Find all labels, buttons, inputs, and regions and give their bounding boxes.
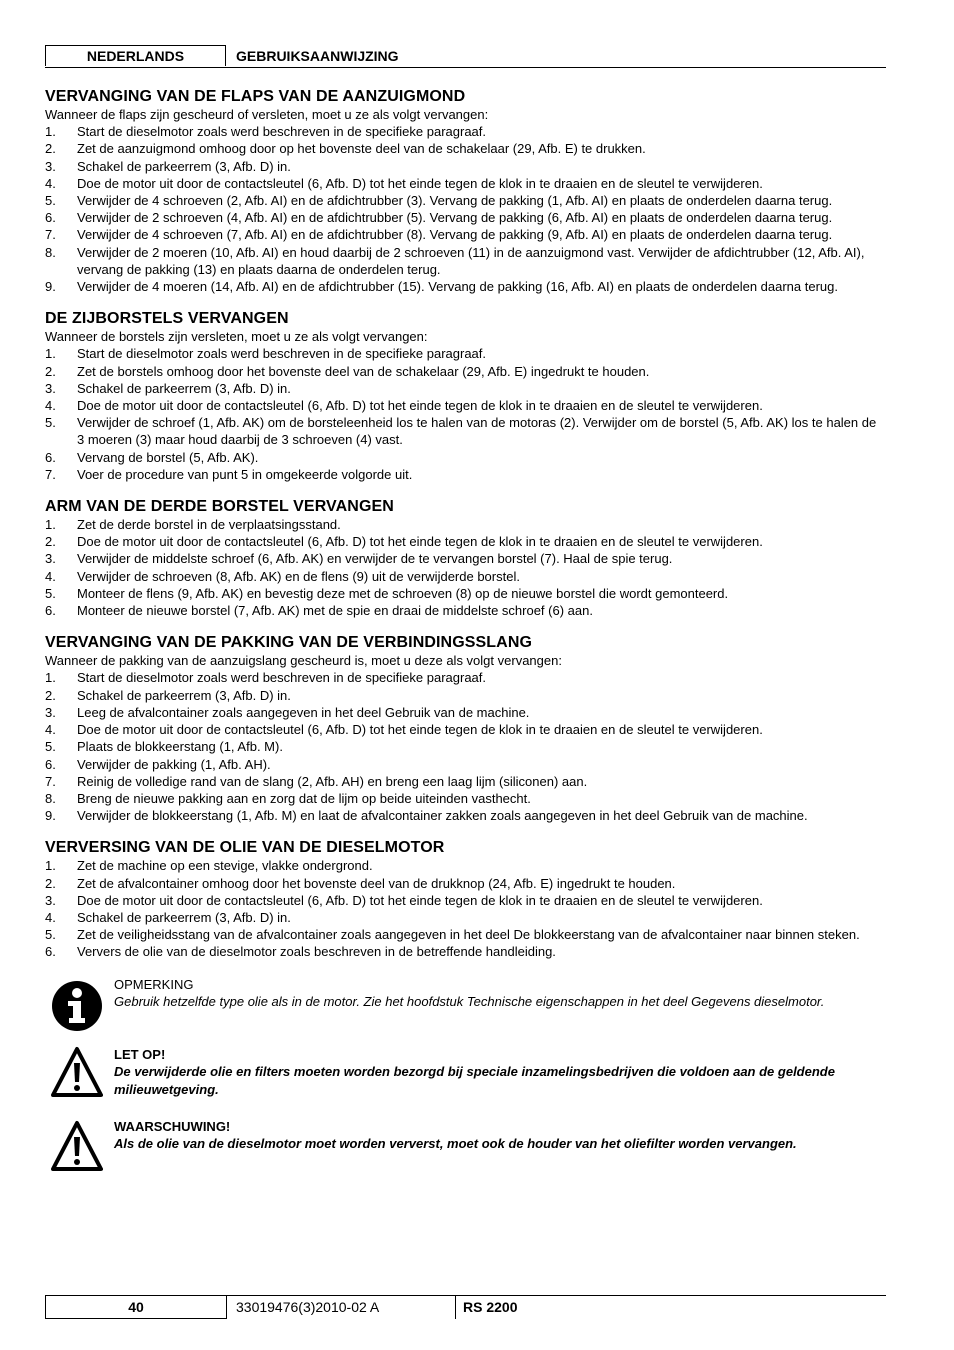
warning-text: Als de olie van de dieselmotor moet worden ververst, moet ook de houder van het oliefilter worden vervangen. <box>114 1136 797 1152</box>
sections-container <box>45 88 886 961</box>
step-text: Verwijder de middelste schroef (6, Afb. AK) en verwijder de te vervangen borstel (7). Haal de spie terug. <box>77 551 673 567</box>
step-number: 4. <box>45 568 56 584</box>
section-intro: Wanneer de flaps zijn gescheurd of versleten, moet u ze als volgt vervangen: <box>45 107 489 122</box>
section-title: VERVANGING VAN DE PAKKING VAN DE VERBINDINGSSLANG <box>45 634 533 652</box>
main-content <box>45 88 886 1178</box>
footer-divider <box>455 1296 456 1319</box>
list-item <box>45 687 886 704</box>
step-text: Schakel de parkeerrem (3, Afb. D) in. <box>77 158 291 174</box>
page-footer <box>45 1295 886 1320</box>
warning-triangle-icon <box>51 1046 103 1098</box>
step-text: Breng de nieuwe pakking aan en zorg dat de lijm op beide uiteinden vasthecht. <box>77 790 531 806</box>
list-item <box>45 790 886 807</box>
step-number: 2. <box>45 875 56 891</box>
step-number: 1. <box>45 517 56 533</box>
step-number: 4. <box>45 398 56 414</box>
list-item <box>45 909 886 926</box>
list-item <box>45 380 886 397</box>
list-item <box>45 550 886 567</box>
step-text: Doe de motor uit door de contactsleutel (6, Afb. D) tot het einde tegen de klok in te draaien en de sleutel te verwijderen. <box>77 892 763 908</box>
step-number: 2. <box>45 687 56 703</box>
step-list <box>45 345 886 483</box>
step-text: Verwijder de 4 schroeven (7, Afb. AI) en de afdichtrubber (8). Vervang de pakking (9, Afb. AI) en plaats de onderdelen daarna terug. <box>77 227 833 243</box>
header-language: NEDERLANDS <box>45 45 226 66</box>
list-item <box>45 721 886 738</box>
step-number: 6. <box>45 210 56 226</box>
step-number: 7. <box>45 773 56 789</box>
list-item <box>45 244 886 278</box>
step-text: Start de dieselmotor zoals werd beschreven in de specifieke paragraaf. <box>77 346 486 362</box>
list-item <box>45 738 886 755</box>
list-item <box>45 192 886 209</box>
step-number: 3. <box>45 380 56 396</box>
step-number: 5. <box>45 193 56 209</box>
list-item <box>45 926 886 943</box>
step-text: Vervang de borstel (5, Afb. AK). <box>77 449 259 465</box>
step-text: Ververs de olie van de dieselmotor zoals beschreven in de betreffende handleiding. <box>77 944 556 960</box>
step-number: 1. <box>45 346 56 362</box>
list-item <box>45 773 886 790</box>
list-item <box>45 140 886 157</box>
section-title: DE ZIJBORSTELS VERVANGEN <box>45 310 289 328</box>
step-text: Monteer de flens (9, Afb. AK) en bevestig deze met de schroeven (8) op de nieuwe borstel die wordt gemonteerd. <box>77 585 729 601</box>
list-item <box>45 466 886 483</box>
page-header <box>45 45 886 68</box>
list-item <box>45 892 886 909</box>
list-item <box>45 158 886 175</box>
caution-text: De verwijderde olie en filters moeten worden bezorgd bij speciale inzamelingsbedrijven die voldoen aan de geldende milieuwetgeving. <box>114 1064 835 1097</box>
step-number: 8. <box>45 790 56 806</box>
list-item <box>45 943 886 960</box>
list-item <box>45 568 886 585</box>
list-item <box>45 516 886 533</box>
page-number: 40 <box>45 1296 227 1319</box>
section-title: VERVERSING VAN DE OLIE VAN DE DIESELMOTOR <box>45 839 445 857</box>
step-text: Reinig de volledige rand van de slang (2, Afb. AH) en breng een laag lijm (siliconen) aan. <box>77 773 588 789</box>
step-text: Verwijder de 4 schroeven (2, Afb. AI) en de afdichtrubber (3). Vervang de pakking (1, Afb. AI) en plaats de onderdelen daarna terug. <box>77 193 833 209</box>
step-text: Verwijder de 2 moeren (10, Afb. AI) en houd daarbij de 2 schroeven (11) in de aanzuigmond vast. Verwijder de afdichtrubber (12, Afb. AI), vervang de pakking (13) en plaats daarna de onderdelen terug. <box>77 244 865 277</box>
list-item <box>45 669 886 686</box>
section-intro: Wanneer de borstels zijn versleten, moet u ze als volgt vervangen: <box>45 329 428 345</box>
step-text: Zet de veiligheidsstang van de afvalcontainer zoals aangegeven in het deel De blokkeerstang van de afvalcontainer naar binnen steken. <box>77 927 860 943</box>
step-text: Zet de afvalcontainer omhoog door het bovenste deel van de drukknop (24, Afb. E) ingedrukt te houden. <box>77 875 676 891</box>
model-name: RS 2200 <box>463 1299 518 1315</box>
list-item <box>45 345 886 362</box>
section <box>45 88 886 295</box>
step-text: Doe de motor uit door de contactsleutel (6, Afb. D) tot het einde tegen de klok in te draaien en de sleutel te verwijderen. <box>77 534 763 550</box>
step-number: 3. <box>45 551 56 567</box>
list-item <box>45 175 886 192</box>
step-list <box>45 669 886 824</box>
step-number: 9. <box>45 279 56 295</box>
step-number: 5. <box>45 739 56 755</box>
section-title: ARM VAN DE DERDE BORSTEL VERVANGEN <box>45 498 394 516</box>
step-number: 3. <box>45 892 56 908</box>
step-text: Schakel de parkeerrem (3, Afb. D) in. <box>77 909 291 925</box>
section-title: VERVANGING VAN DE FLAPS VAN DE AANZUIGMOND <box>45 88 466 105</box>
step-text: Start de dieselmotor zoals werd beschreven in de specifieke paragraaf. <box>77 670 486 686</box>
step-number: 7. <box>45 227 56 243</box>
step-number: 5. <box>45 415 56 431</box>
step-text: Verwijder de blokkeerstang (1, Afb. M) en laat de afvalcontainer zakken zoals aangegeven in het deel Gebruik van de machine. <box>77 808 808 824</box>
step-number: 3. <box>45 704 56 720</box>
list-item <box>45 756 886 773</box>
caution-title: LET OP! <box>114 1046 166 1062</box>
list-item <box>45 397 886 414</box>
list-item <box>45 363 886 380</box>
caution-notice <box>45 1046 886 1118</box>
step-number: 7. <box>45 466 56 482</box>
step-text: Verwijder de 4 moeren (14, Afb. AI) en de afdichtrubber (15). Vervang de pakking (16, Afb. AI) en plaats de onderdelen daarna terug. <box>77 279 838 295</box>
step-text: Doe de motor uit door de contactsleutel (6, Afb. D) tot het einde tegen de klok in te draaien en de sleutel te verwijderen. <box>77 398 763 414</box>
step-number: 4. <box>45 722 56 738</box>
step-number: 5. <box>45 585 56 601</box>
step-text: Schakel de parkeerrem (3, Afb. D) in. <box>77 380 291 396</box>
step-text: Zet de borstels omhoog door het bovenste deel van de schakelaar (29, Afb. E) ingedrukt te houden. <box>77 363 650 379</box>
step-text: Verwijder de schroef (1, Afb. AK) om de borsteleenheid los te halen van de motoras (2). Verwijder om de borstel (5, Afb. AK) los te halen de 3 moeren (3) maar houd daarbij de 3 schroeven (4) vast. <box>77 415 877 448</box>
step-number: 6. <box>45 944 56 960</box>
note-title: OPMERKING <box>114 976 194 992</box>
step-text: Zet de aanzuigmond omhoog door op het bovenste deel van de schakelaar (29, Afb. E) te drukken. <box>77 141 646 157</box>
section <box>45 498 886 619</box>
step-text: Start de dieselmotor zoals werd beschreven in de specifieke paragraaf. <box>77 124 486 140</box>
step-number: 1. <box>45 670 56 686</box>
list-item <box>45 123 886 140</box>
info-icon <box>51 980 103 1032</box>
step-text: Doe de motor uit door de contactsleutel (6, Afb. D) tot het einde tegen de klok in te draaien en de sleutel te verwijderen. <box>77 722 763 738</box>
step-number: 1. <box>45 858 56 874</box>
list-item <box>45 226 886 243</box>
step-number: 2. <box>45 363 56 379</box>
list-item <box>45 209 886 226</box>
document-code: 33019476(3)2010-02 A <box>236 1299 380 1315</box>
step-number: 4. <box>45 909 56 925</box>
list-item <box>45 602 886 619</box>
list-item <box>45 278 886 295</box>
step-text: Leeg de afvalcontainer zoals aangegeven in het deel Gebruik van de machine. <box>77 704 530 720</box>
list-item <box>45 857 886 874</box>
step-number: 6. <box>45 756 56 772</box>
list-item <box>45 875 886 892</box>
step-number: 9. <box>45 808 56 824</box>
step-number: 4. <box>45 175 56 191</box>
step-text: Verwijder de 2 schroeven (4, Afb. AI) en de afdichtrubber (5). Vervang de pakking (6, Afb. AI) en plaats de onderdelen daarna terug. <box>77 210 833 226</box>
warning-notice <box>45 1118 886 1178</box>
step-number: 8. <box>45 244 56 260</box>
step-number: 6. <box>45 449 56 465</box>
list-item <box>45 533 886 550</box>
section-intro: Wanneer de pakking van de aanzuigslang gescheurd is, moet u deze als volgt vervangen: <box>45 653 562 669</box>
step-text: Zet de machine op een stevige, vlakke ondergrond. <box>77 858 373 874</box>
section <box>45 634 886 824</box>
step-text: Zet de derde borstel in de verplaatsingsstand. <box>77 517 341 533</box>
step-list <box>45 123 886 295</box>
step-number: 1. <box>45 124 56 140</box>
note-notice <box>45 976 886 1046</box>
step-text: Plaats de blokkeerstang (1, Afb. M). <box>77 739 283 755</box>
step-list <box>45 516 886 619</box>
warning-triangle-icon <box>51 1120 103 1172</box>
step-text: Monteer de nieuwe borstel (7, Afb. AK) met de spie en draai de middelste schroef (6) aan. <box>77 603 593 619</box>
step-number: 5. <box>45 927 56 943</box>
step-text: Verwijder de schroeven (8, Afb. AK) en de flens (9) uit de verwijderde borstel. <box>77 568 520 584</box>
step-number: 2. <box>45 534 56 550</box>
step-text: Verwijder de pakking (1, Afb. AH). <box>77 756 271 772</box>
step-number: 6. <box>45 603 56 619</box>
step-number: 3. <box>45 158 56 174</box>
section <box>45 310 886 483</box>
list-item <box>45 449 886 466</box>
step-text: Voer de procedure van punt 5 in omgekeerde volgorde uit. <box>77 466 413 482</box>
list-item <box>45 807 886 824</box>
warning-title: WAARSCHUWING! <box>114 1118 231 1134</box>
list-item <box>45 585 886 602</box>
step-text: Schakel de parkeerrem (3, Afb. D) in. <box>77 687 291 703</box>
header-doc-type: GEBRUIKSAANWIJZING <box>236 48 399 64</box>
note-text: Gebruik hetzelfde type olie als in de motor. Zie het hoofdstuk Technische eigenschappen in het deel Gegevens dieselmotor. <box>114 994 825 1010</box>
step-text: Doe de motor uit door de contactsleutel (6, Afb. D) tot het einde tegen de klok in te draaien en de sleutel te verwijderen. <box>77 175 763 191</box>
step-list <box>45 857 886 960</box>
step-number: 2. <box>45 141 56 157</box>
section <box>45 839 886 960</box>
list-item <box>45 414 886 448</box>
list-item <box>45 704 886 721</box>
